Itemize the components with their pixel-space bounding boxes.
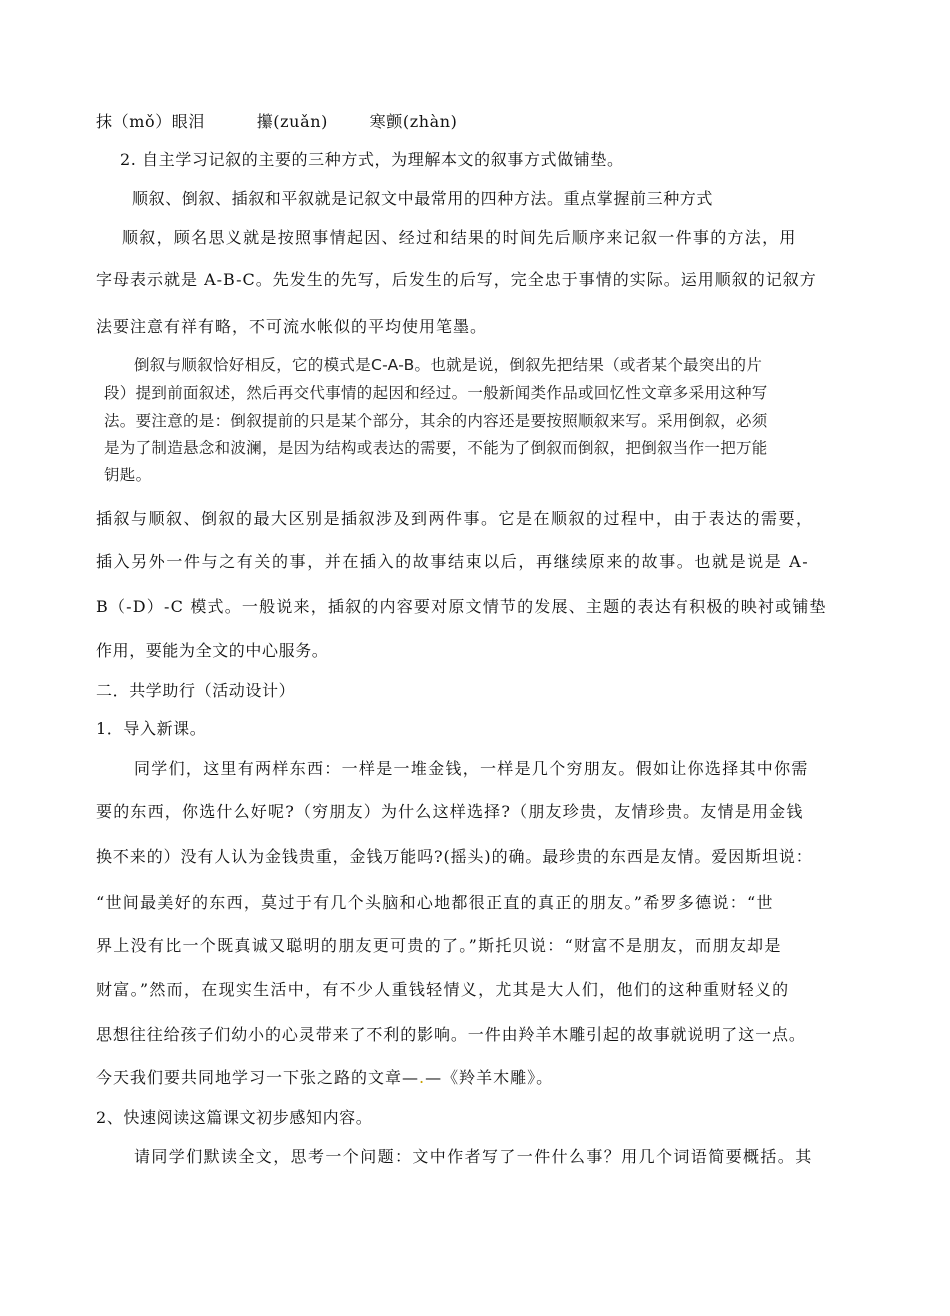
paragraph-line: 作用，要能为全文的中心服务。	[96, 641, 329, 660]
step-heading: 1．导入新课。	[96, 719, 207, 738]
paragraph-line: 插入另外一件与之有关的事，并在插入的故事结束以后，再继续原来的故事。也就是说是 A-	[96, 552, 810, 571]
vocab-item: 攥(zuǎn)	[256, 112, 328, 131]
paragraph-line: “世间最美好的东西，莫过于有几个头脑和心地都很正直的真正的朋友。”希罗多德说：“世	[96, 893, 774, 912]
paragraph-line: 要的东西，你选什么好呢?（穷朋友）为什么这样选择?（朋友珍贵，友情珍贵。友情是用金钱	[96, 802, 804, 821]
paragraph-line: 财富。”然而，在现实生活中，有不少人重钱轻情义，尤其是大人们，他们的这种重财轻义的	[96, 980, 790, 999]
paragraph-line: 字母表示就是 A-B-C。先发生的先写，后发生的后写，完全忠于事情的实际。运用顺叙的记叙方	[96, 270, 817, 289]
highlight-mark: .	[419, 1068, 426, 1087]
paragraph-line: 换不来的）没有人认为金钱贵重，金钱万能吗?(摇头)的确。最珍贵的东西是友情。爱因斯坦说：	[96, 847, 813, 866]
text-segment: 今天我们要共同地学习一下张之路的文章—	[96, 1068, 420, 1087]
paragraph-line: 是为了制造悬念和波澜，是因为结构或表达的需要，不能为了倒叙而倒叙，把倒叙当作一把万能	[104, 439, 768, 457]
text-segment: —《羚羊木雕》。	[425, 1068, 554, 1087]
paragraph-line: 段）提到前面叙述，然后再交代事情的起因和经过。一般新闻类作品或回忆性文章多采用这种写	[104, 384, 768, 402]
paragraph-line: B（-D）-C 模式。一般说来，插叙的内容要对原文情节的发展、主题的表达有积极的映衬或铺垫	[96, 597, 827, 616]
paragraph-line: 钥匙。	[104, 466, 152, 484]
vocab-item: 抹（mǒ）眼泪	[96, 112, 206, 131]
vocab-line	[96, 112, 458, 132]
paragraph-line	[96, 1068, 553, 1088]
paragraph-line: 思想往往给孩子们幼小的心灵带来了不利的影响。一件由羚羊木雕引起的故事就说明了这一点。	[96, 1025, 806, 1044]
section-heading: 2. 自主学习记叙的主要的三种方式，为理解本文的叙事方式做铺垫。	[120, 150, 624, 169]
paragraph-line: 顺叙，顾名思义就是按照事情起因、经过和结果的时间先后顺序来记叙一件事的方法，用	[122, 228, 797, 247]
paragraph-line: 界上没有比一个既真诚又聪明的朋友更可贵的了。”斯托贝说：“财富不是朋友，而朋友却是	[96, 936, 782, 955]
paragraph-line: 请同学们默读全文，思考一个问题：文中作者写了一件什么事？用几个词语简要概括。其	[134, 1147, 813, 1166]
part-heading: 二．共学助行（活动设计）	[96, 681, 296, 700]
paragraph-line: 法要注意有祥有略，不可流水帐似的平均使用笔墨。	[96, 317, 488, 336]
step-heading: 2、快速阅读这篇课文初步感知内容。	[96, 1108, 373, 1127]
paragraph-line: 倒叙与顺叙恰好相反，它的模式是C-A-B。也就是说，倒叙先把结果（或者某个最突出的片	[134, 356, 763, 374]
paragraph-line: 同学们，这里有两样东西：一样是一堆金钱，一样是几个穷朋友。假如让你选择其中你需	[134, 759, 809, 778]
vocab-item: 寒颤(zhàn)	[369, 112, 458, 131]
paragraph-line: 插叙与顺叙、倒叙的最大区别是插叙涉及到两件事。它是在顺叙的过程中，由于表达的需要，	[96, 509, 814, 528]
paragraph-line: 法。要注意的是：倒叙提前的只是某个部分，其余的内容还是要按照顺叙来写。采用倒叙，必须	[104, 412, 768, 430]
paragraph-line: 顺叙、倒叙、插叙和平叙就是记叙文中最常用的四种方法。重点掌握前三种方式	[132, 189, 714, 208]
